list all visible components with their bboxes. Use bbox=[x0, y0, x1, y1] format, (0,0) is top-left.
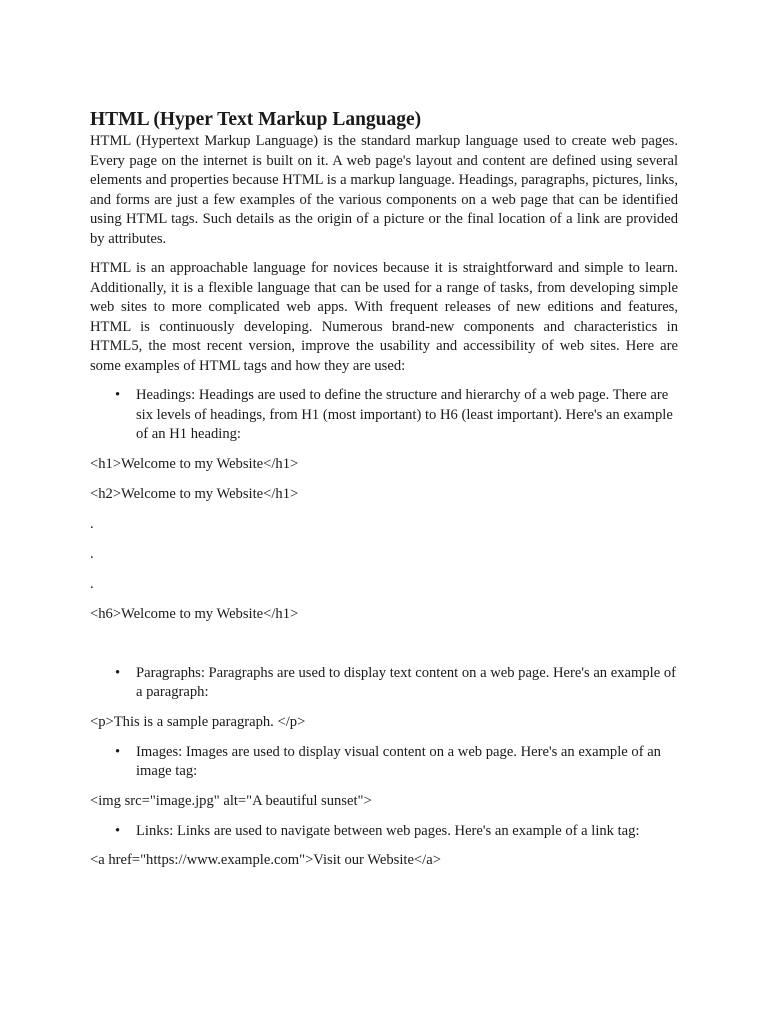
list-item-headings bbox=[90, 386, 678, 445]
code-example-h1: <h1>Welcome to my Website</h1> bbox=[90, 455, 299, 472]
ellipsis-dot: . bbox=[90, 575, 94, 592]
code-example-h2: <h2>Welcome to my Website</h1> bbox=[90, 485, 299, 502]
list-item-text: Links: Links are used to navigate between web pages. Here's an example of a link tag: bbox=[136, 822, 640, 839]
code-example-image: <img src="image.jpg" alt="A beautiful sunset"> bbox=[90, 792, 372, 809]
ellipsis-dot: . bbox=[90, 515, 94, 532]
ellipsis-dot: . bbox=[90, 545, 94, 562]
code-example-link: <a href="https://www.example.com">Visit our Website</a> bbox=[90, 852, 441, 868]
document-title: HTML (Hyper Text Markup Language) bbox=[90, 109, 422, 130]
bullet-icon: • bbox=[115, 664, 121, 681]
bullet-icon: • bbox=[115, 743, 121, 760]
list-item-paragraphs bbox=[90, 664, 678, 703]
bullet-icon: • bbox=[115, 822, 121, 839]
code-example-h6: <h6>Welcome to my Website</h1> bbox=[90, 605, 299, 622]
list-item-images bbox=[90, 743, 678, 782]
list-item-text: Images: Images are used to display visual content on a web page. Here's an example of an image tag: bbox=[136, 743, 661, 779]
document-page bbox=[90, 108, 678, 881]
intro-paragraph: HTML (Hypertext Markup Language) is the standard markup language used to create web pages. Every page on the internet is built on it. A web page's layout and content are defined using several elements and properties because HTML is a markup language. Headings, paragraphs, pictures, links, and forms are just a few examples of the various components on a web page that can be identified using HTML tags. Such details as the origin of a picture or the final location of a link are provided by attributes. bbox=[90, 133, 678, 247]
bullet-icon: • bbox=[115, 387, 121, 403]
list-item-links bbox=[90, 822, 678, 842]
blank-space bbox=[90, 635, 678, 664]
list-item-text: Headings: Headings are used to define the structure and hierarchy of a web page. There are six levels of headings, from H1 (most important) to H6 (least important). Here's an example of an H1 heading: bbox=[136, 387, 673, 442]
list-item-text: Paragraphs: Paragraphs are used to display text content on a web page. Here's an example of a paragraph: bbox=[136, 664, 676, 700]
second-paragraph: HTML is an approachable language for novices because it is straightforward and simple to learn. Additionally, it is a flexible language that can be used for a range of tasks, from developing simple web sites to more complicated web apps. With frequent releases of new editions and features, HTML is continuously developing. Numerous brand-new components and characteristics in HTML5, the most recent version, improve the usability and accessibility of web sites. Here are some examples of HTML tags and how they are used: bbox=[90, 260, 678, 374]
code-example-paragraph: <p>This is a sample paragraph. </p> bbox=[90, 713, 306, 730]
